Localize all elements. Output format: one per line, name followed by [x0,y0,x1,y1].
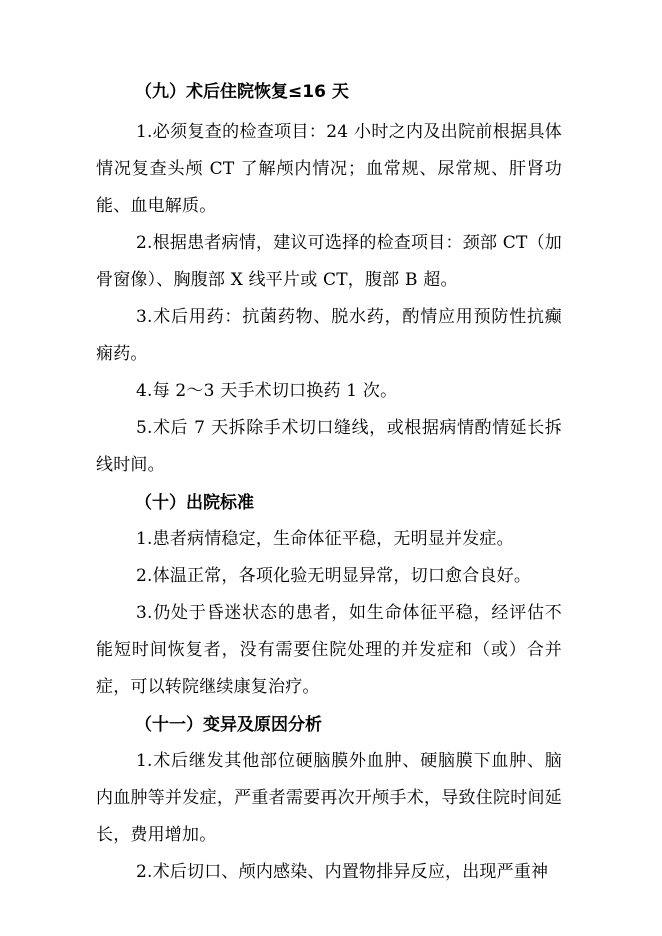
paragraph-11-2: 2.术后切口、颅内感染、内置物排异反应，出现严重神 [136,862,549,882]
section-heading-9: （九）术后住院恢复≤16 天 [135,82,349,102]
paragraph-9-5: 5.术后 7 天拆除手术切口缝线，或根据病情酌情延长拆线时间。 [96,418,562,475]
paragraph-9-4: 4.每 2～3 天手术切口换药 1 次。 [136,381,398,401]
section-heading-10: （十）出院标准 [135,493,254,513]
paragraph-9-3: 3.术后用药：抗菌药物、脱水药，酌情应用预防性抗癫痫药。 [96,307,562,364]
section-heading-11: （十一）变异及原因分析 [135,715,322,735]
paragraph-10-3: 3.仍处于昏迷状态的患者，如生命体征平稳，经评估不能短时间恢复者，没有需要住院处理的并发症和（或）合并症，可以转院继续康复治疗。 [96,603,562,697]
paragraph-11-1: 1.术后继发其他部位硬脑膜外血肿、硬脑膜下血肿、脑内血肿等并发症，严重者需要再次开颅手术，导致住院时间延长，费用增加。 [96,751,562,845]
paragraph-9-1: 1.必须复查的检查项目：24 小时之内及出院前根据具体情况复查头颅 CT 了解颅内情况；血常规、尿常规、肝肾功能、血电解质。 [96,122,562,216]
paragraph-10-2: 2.体温正常，各项化验无明显异常，切口愈合良好。 [136,566,532,586]
paragraph-10-1: 1.患者病情稳定，生命体征平稳，无明显并发症。 [136,529,514,549]
paragraph-9-2: 2.根据患者病情，建议可选择的检查项目：颈部 CT（加骨窗像）、胸腹部 X 线平片或 CT，腹部 B 超。 [96,233,562,290]
